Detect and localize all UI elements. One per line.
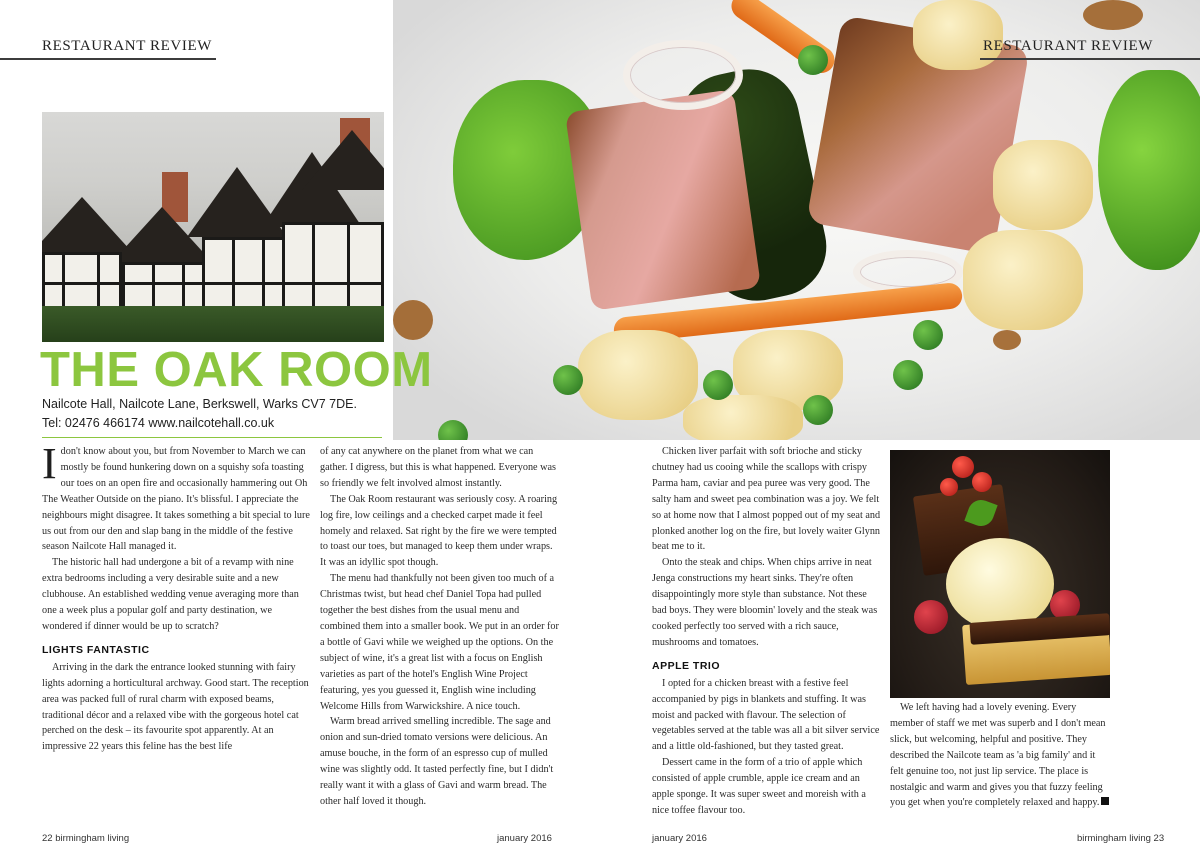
header-rule-right: [980, 58, 1200, 60]
paragraph: Chicken liver parfait with soft brioche and sticky chutney had us cooing while the scallops with crispy Parma ham, caviar and pea puree was very good. The salty ham and sweet pea combination was a joy. We felt so at home now that I almost popped out of my seat and plonked another log on the fire, but lovely waiter Glynn beat me to it.: [652, 446, 881, 553]
drop-cap: I: [42, 439, 57, 488]
paragraph: Onto the steak and chips. When chips arrive in neat Jenga constructions my heart sinks. They're often disappointingly more style than substance. Not these bad boys. They were bloomin' lovely and the steak was cooked perfectly too served with a rich sauce, mushrooms and tomatoes.: [652, 557, 878, 648]
end-of-article-marker: [1101, 797, 1109, 805]
folio-right-date: january 2016: [652, 833, 707, 844]
paragraph: Warm bread arrived smelling incredible. The sage and onion and sun-dried tomato versions were delicious. An amuse bouche, in the form of an espresso cup of mulled wine was slightly odd. It tasted perfectly fine, but I didn't really want it with a glass of Gavi and warm bread. The other half loved it though.: [320, 716, 554, 807]
apple-trio-dessert-photo: [890, 450, 1110, 698]
article-column-4: [890, 700, 1110, 811]
subheading-apple-trio: APPLE TRIO: [652, 659, 721, 672]
subheading-lights-fantastic: LIGHTS FANTASTIC: [42, 643, 150, 656]
paragraph: The Oak Room restaurant was seriously cosy. A roaring log fire, low ceilings and a checked carpet made it feel homely and relaxed. Sat right by the fire we were tempted to toast our toes, but managed to keep them under wraps. It was an idyllic spot though.: [320, 493, 558, 569]
header-rule-left: [0, 58, 216, 60]
folio-left-date: january 2016: [497, 833, 552, 844]
restaurant-title: THE OAK ROOM: [40, 343, 433, 397]
section-label-left: RESTAURANT REVIEW: [42, 38, 212, 54]
restaurant-contact: Tel: 02476 466174 www.nailcotehall.co.uk: [42, 416, 275, 430]
section-label-right: RESTAURANT REVIEW: [983, 38, 1153, 54]
nailcote-hall-photo: [42, 112, 384, 342]
paragraph: of any cat anywhere on the planet from what we can gather. I digress, but this is what happened. Everyone was so friendly we felt involved almost instantly.: [320, 446, 556, 489]
article-column-1: [42, 439, 310, 755]
paragraph: I don't know about you, but from November to March we can mostly be found hunkering down on a squishy sofa toasting our toes on an open fire and occasionally hammering out Oh The Weather Outside on the piano. It's blissful. I appreciate the neighbours might disagree. It takes something a bit special to lure us out from our den and slap bang in the middle of the festive season Nailcote Hall managed it.: [42, 439, 310, 553]
paragraph: The menu had thankfully not been given too much of a Christmas twist, but head chef Daniel Topa had pulled together the best dishes from the usual menu and combined them into a smaller book. We put in an order for a bottle of Gavi while we weighed up the options. On the subject of wine, it's a great list with a focus on English varieties as part of the hotel's English Wine Project featuring, yes you guessed it, English wine including Welcome Hills from Warwickshire. A nice touch.: [320, 573, 559, 712]
paragraph: I opted for a chicken breast with a festive feel accompanied by pigs in blankets and stuffing. It was moist and packed with flavour. The selection of vegetables served at the table was all a bit silver service and a little old-fashioned, but they tasted great.: [652, 677, 880, 753]
restaurant-address: Nailcote Hall, Nailcote Lane, Berkswell, Warks CV7 7DE.: [42, 397, 357, 411]
title-rule: [42, 437, 382, 438]
paragraph: We left having had a lovely evening. Every member of staff we met was superb and I don't mean slick, but welcoming, helpful and positive. They described the Nailcote team as 'a big family' and it felt genuine too, not just lip service. The place is nostalgic and warm and gives you that fuzzy feeling you get when you're completely relaxed and happy.: [890, 700, 1110, 811]
paragraph: Dessert came in the form of a trio of apple which consisted of apple crumble, apple ice cream and an apple sponge. It was super sweet and moreish with a nice toffee flavour too.: [652, 757, 866, 816]
paragraph: The historic hall had undergone a bit of a revamp with nine extra bedrooms including a very desirable suite and a new clubhouse. An established wedding venue averaging more than one a week plus a popular golf and party destination, we wondered if dinner would be up to scratch?: [42, 557, 299, 632]
paragraph: Arriving in the dark the entrance looked stunning with fairy lights adorning a horticultural archway. Good start. The reception area was packed full of rural charm with exposed beams, traditional décor and a relaxed vibe with the gorgeous hotel cat perched on the desk – its favourite spot apparently. At an impressive 22 years this feline has the best life: [42, 661, 309, 753]
folio-right-page-number: birmingham living 23: [1077, 833, 1165, 844]
lamb-dish-photo: [393, 0, 1200, 440]
folio-left-page-number: 22 birmingham living: [42, 833, 130, 844]
article-column-3: [652, 444, 882, 819]
article-column-2: [320, 444, 560, 810]
